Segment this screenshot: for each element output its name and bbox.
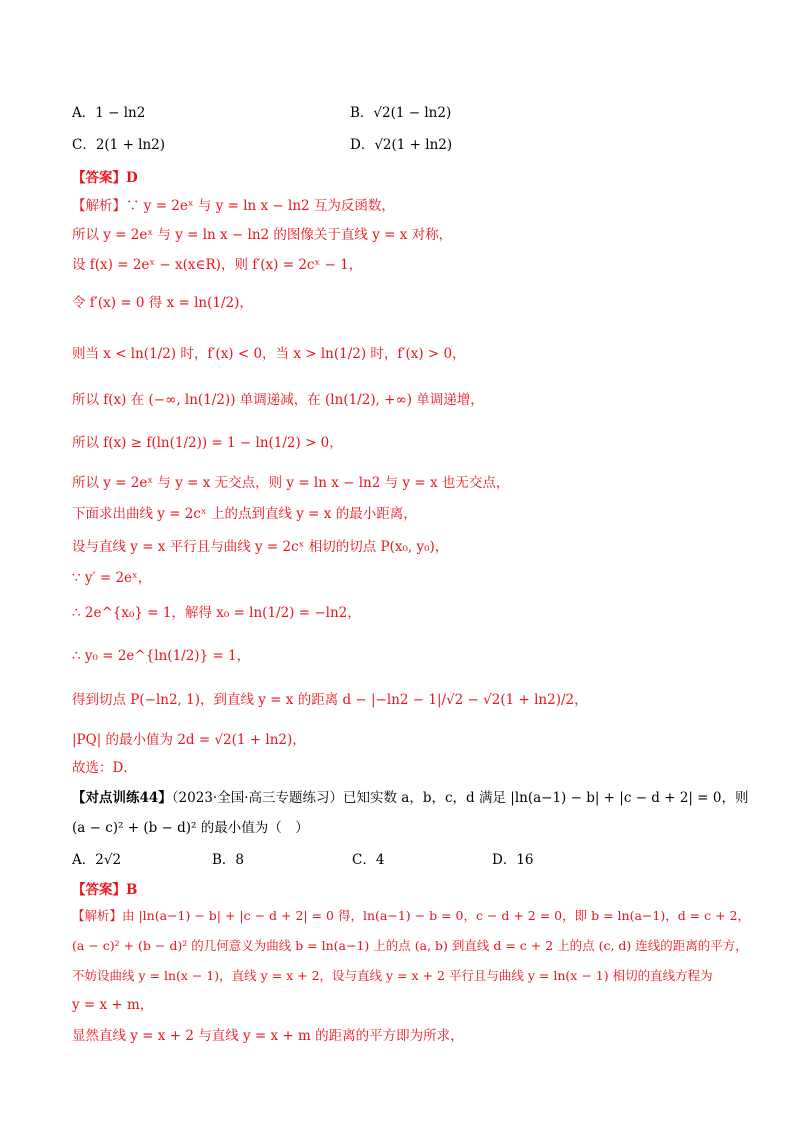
option-a-top: A．1 − ln2 [72, 105, 146, 121]
analysis-1-line: 得到切点 P(−ln2, 1)，到直线 y = x 的距离 d − |−ln2 − 1|/√2 − √2(1 + ln2)/2， [72, 692, 588, 708]
training-tag: 【对点训练44】 [72, 790, 172, 806]
analysis-1-line: ∵ y′ = 2eˣ， [72, 570, 152, 586]
training-44-heading [72, 786, 748, 806]
analysis-1-line: ∴ y₀ = 2e^{ln(1/2)} = 1， [72, 648, 251, 664]
analysis-2-line: y = x + m， [72, 997, 154, 1013]
analysis-1-line: 所以 y = 2eˣ 与 y = ln x − ln2 的图像关于直线 y = x 对称， [72, 227, 453, 243]
analysis-1-line: 则当 x < ln(1/2) 时，f′(x) < 0，当 x > ln(1/2) 时，f′(x) > 0， [72, 346, 466, 362]
analysis-1-line: |PQ| 的最小值为 2d = √2(1 + ln2)， [72, 732, 306, 748]
training-stem-2: (a − c)² + (b − d)² 的最小值为（ ） [72, 820, 309, 836]
analysis-1-line: 所以 y = 2eˣ 与 y = x 无交点，则 y = ln x − ln2 与 y = x 也无交点， [72, 475, 510, 491]
option-a-bottom: A．2√2 [72, 852, 122, 868]
answer-1: 【答案】D [72, 170, 138, 186]
analysis-2-line: (a − c)² + (b − d)² 的几何意义为曲线 b = ln(a−1) 上的点 (a, b) 到直线 d = c + 2 上的点 (c, d) 连线的距离的平方， [72, 938, 748, 953]
option-d-top: D．√2(1 + ln2) [350, 137, 453, 153]
analysis-2-line: 显然直线 y = x + 2 与直线 y = x + m 的距离的平方即为所求， [72, 1028, 464, 1044]
analysis-2-line: 【解析】由 |ln(a−1) − b| + |c − d + 2| = 0 得，ln(a−1) − b = 0，c − d + 2 = 0，即 b = ln(a−1)，d = c + 2， [72, 908, 751, 923]
training-source: （2023·全国·高三专题练习） [171, 790, 343, 806]
option-c-top: C．2(1 + ln2) [72, 137, 166, 153]
analysis-1-line: 令 f′(x) = 0 得 x = ln(1/2)， [72, 295, 253, 311]
analysis-1-line: 所以 f(x) ≥ f(ln(1/2)) = 1 − ln(1/2) > 0， [72, 435, 343, 451]
option-c-bottom: C．4 [352, 852, 385, 868]
training-stem-1: 已知实数 a，b，c，d 满足 |ln(a−1) − b| + |c − d + 2| = 0，则 [343, 790, 749, 806]
analysis-1-line: 下面求出曲线 y = 2cˣ 上的点到直线 y = x 的最小距离， [72, 506, 417, 522]
analysis-1-line: 设与直线 y = x 平行且与曲线 y = 2cˣ 相切的切点 P(x₀, y₀)， [72, 539, 449, 555]
analysis-2-line: 不妨设曲线 y = ln(x − 1)，直线 y = x + 2，设与直线 y = x + 2 平行且与曲线 y = ln(x − 1) 相切的直线方程为 [72, 968, 713, 983]
option-b-bottom: B．8 [212, 852, 245, 868]
analysis-1-line: ∴ 2e^{x₀} = 1，解得 x₀ = ln(1/2) = −ln2， [72, 605, 361, 621]
option-b-top: B．√2(1 − ln2) [350, 105, 452, 121]
analysis-1-line: 设 f(x) = 2eˣ − x(x∈R)，则 f′(x) = 2cˣ − 1， [72, 257, 363, 273]
answer-2: 【答案】B [72, 882, 138, 898]
analysis-1-line: 【解析】∵ y = 2eˣ 与 y = ln x − ln2 互为反函数， [72, 198, 395, 214]
analysis-1-line: 故选：D． [72, 760, 137, 776]
option-d-bottom: D．16 [492, 852, 534, 868]
analysis-1-line: 所以 f(x) 在 (−∞, ln(1/2)) 单调递减，在 (ln(1/2), +∞) 单调递增， [72, 392, 484, 408]
